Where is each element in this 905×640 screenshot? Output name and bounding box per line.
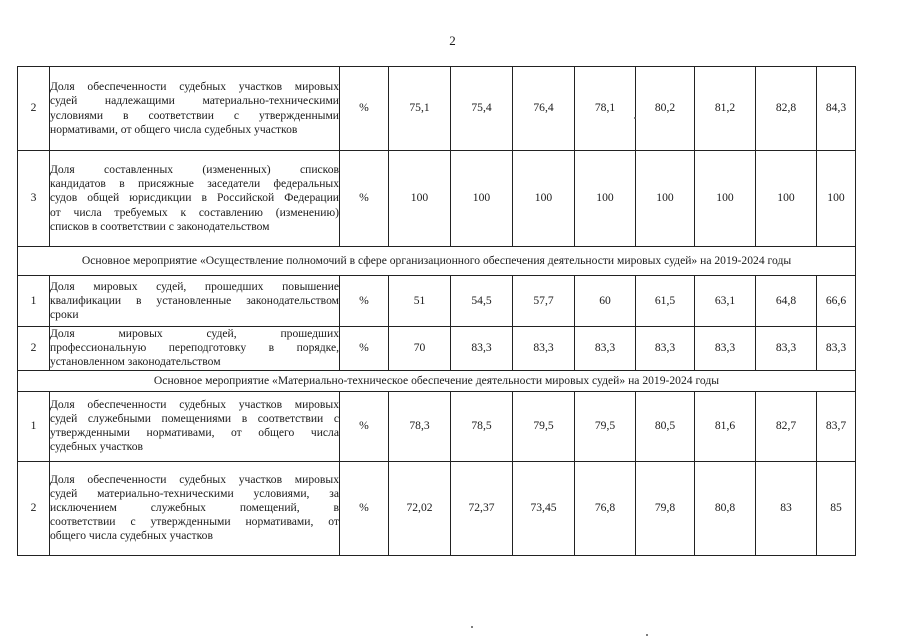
section-title: Основное мероприятие «Осуществление полномочий в сфере организационного обеспечения деятельности мировых судей» на 2019-2024 годы [18,247,856,276]
scan-speck [471,626,473,628]
value-cell: 79,8 [636,461,695,555]
value-cell: 83,3 [817,327,856,371]
description-line: кандидатов в присяжные заседатели федеральных [50,177,339,191]
value-cell: 76,8 [575,461,636,555]
value-cell: 83,3 [695,327,756,371]
description-line: Доля составленных (измененных) списков [50,162,339,176]
value-cell: 100 [513,151,575,247]
description-line: судей служебными помещениями в соответствии с [50,411,339,425]
table-row [18,327,856,371]
value-cell: 83,3 [636,327,695,371]
unit-cell: % [340,327,389,371]
table-row [18,151,856,247]
description-line: Доля мировых судей, прошедших повышение [50,279,339,293]
description-line: квалификации в установленные законодательством [50,293,339,307]
row-number: 1 [18,391,50,461]
page-number: 2 [449,33,456,48]
table-row [18,67,856,151]
value-cell: 100 [389,151,451,247]
section-header-row [18,370,856,391]
indicator-description [50,327,340,371]
description-line: соответствии с утвержденными нормативами, от [50,515,339,529]
value-cell: 81,6 [695,391,756,461]
unit-cell: % [340,67,389,151]
row-number: 2 [18,67,50,151]
value-cell: 79,5 [575,391,636,461]
description-line: Доля обеспеченности судебных участков мировых [50,80,339,94]
section-title: Основное мероприятие «Материально-техническое обеспечение деятельности мировых судей» на 2019-2024 годы [18,370,856,391]
description-line: от числа требуемых к составлению (изменению) [50,205,339,219]
value-cell: 73,45 [513,461,575,555]
indicators-table [17,66,856,556]
description-line: общего числа судебных участков [50,529,213,543]
row-number: 3 [18,151,50,247]
value-cell: 60 [575,276,636,327]
value-cell: 82,7 [756,391,817,461]
value-cell: 75,1 [389,67,451,151]
description-line: сроки [50,308,79,322]
value-cell: 100 [575,151,636,247]
value-cell: 85 [817,461,856,555]
value-cell: 54,5 [451,276,513,327]
description-line: условиями в соответствии с утвержденными [50,108,339,122]
unit-cell: % [340,276,389,327]
scan-speck [634,117,636,119]
unit-cell: % [340,151,389,247]
value-cell: 51 [389,276,451,327]
scan-speck [646,634,648,636]
indicator-description [50,151,340,247]
description-line: профессиональную переподготовку в порядке, [50,341,339,355]
description-line: списков в соответствии с законодательством [50,219,270,233]
description-line: установленном законодательством [50,355,221,369]
section-header-row [18,247,856,276]
row-number: 2 [18,327,50,371]
value-cell: 83,3 [451,327,513,371]
value-cell: 83,3 [513,327,575,371]
value-cell: 72,02 [389,461,451,555]
value-cell: 83 [756,461,817,555]
indicator-description [50,276,340,327]
row-number: 2 [18,461,50,555]
unit-cell: % [340,391,389,461]
value-cell: 75,4 [451,67,513,151]
value-cell: 100 [695,151,756,247]
value-cell: 100 [817,151,856,247]
description-line: Доля обеспеченности судебных участков мировых [50,397,339,411]
indicator-description [50,67,340,151]
value-cell: 78,3 [389,391,451,461]
description-line: утвержденными нормативами, от общего числа [50,426,339,440]
description-line: судей надлежащими материально-техническими [50,94,339,108]
description-line: исключением служебных помещений, в [50,501,339,514]
value-cell: 80,8 [695,461,756,555]
unit-cell: % [340,461,389,555]
value-cell: 83,3 [575,327,636,371]
description-line: судов общей юрисдикции в Российской Федерации [50,191,339,205]
indicator-description [50,391,340,461]
table-row [18,276,856,327]
description-line: Доля обеспеченности судебных участков мировых [50,472,339,486]
description-line: нормативами, от общего числа судебных участков [50,122,298,136]
value-cell: 80,2 [636,67,695,151]
value-cell: 83,7 [817,391,856,461]
value-cell: 72,37 [451,461,513,555]
value-cell: 61,5 [636,276,695,327]
value-cell: 82,8 [756,67,817,151]
value-cell: 76,4 [513,67,575,151]
value-cell: 80,5 [636,391,695,461]
value-cell: 100 [756,151,817,247]
value-cell: 78,1 [575,67,636,151]
value-cell: 63,1 [695,276,756,327]
row-number: 1 [18,276,50,327]
value-cell: 78,5 [451,391,513,461]
value-cell: 57,7 [513,276,575,327]
value-cell: 100 [636,151,695,247]
table-row [18,391,856,461]
description-line: Доля мировых судей, прошедших [50,327,339,340]
value-cell: 66,6 [817,276,856,327]
value-cell: 84,3 [817,67,856,151]
value-cell: 79,5 [513,391,575,461]
value-cell: 100 [451,151,513,247]
description-line: судебных участков [50,440,143,454]
value-cell: 81,2 [695,67,756,151]
table-row [18,461,856,555]
value-cell: 70 [389,327,451,371]
value-cell: 83,3 [756,327,817,371]
description-line: судей материально-техническими условиями, за [50,486,339,500]
indicator-description [50,461,340,555]
value-cell: 64,8 [756,276,817,327]
